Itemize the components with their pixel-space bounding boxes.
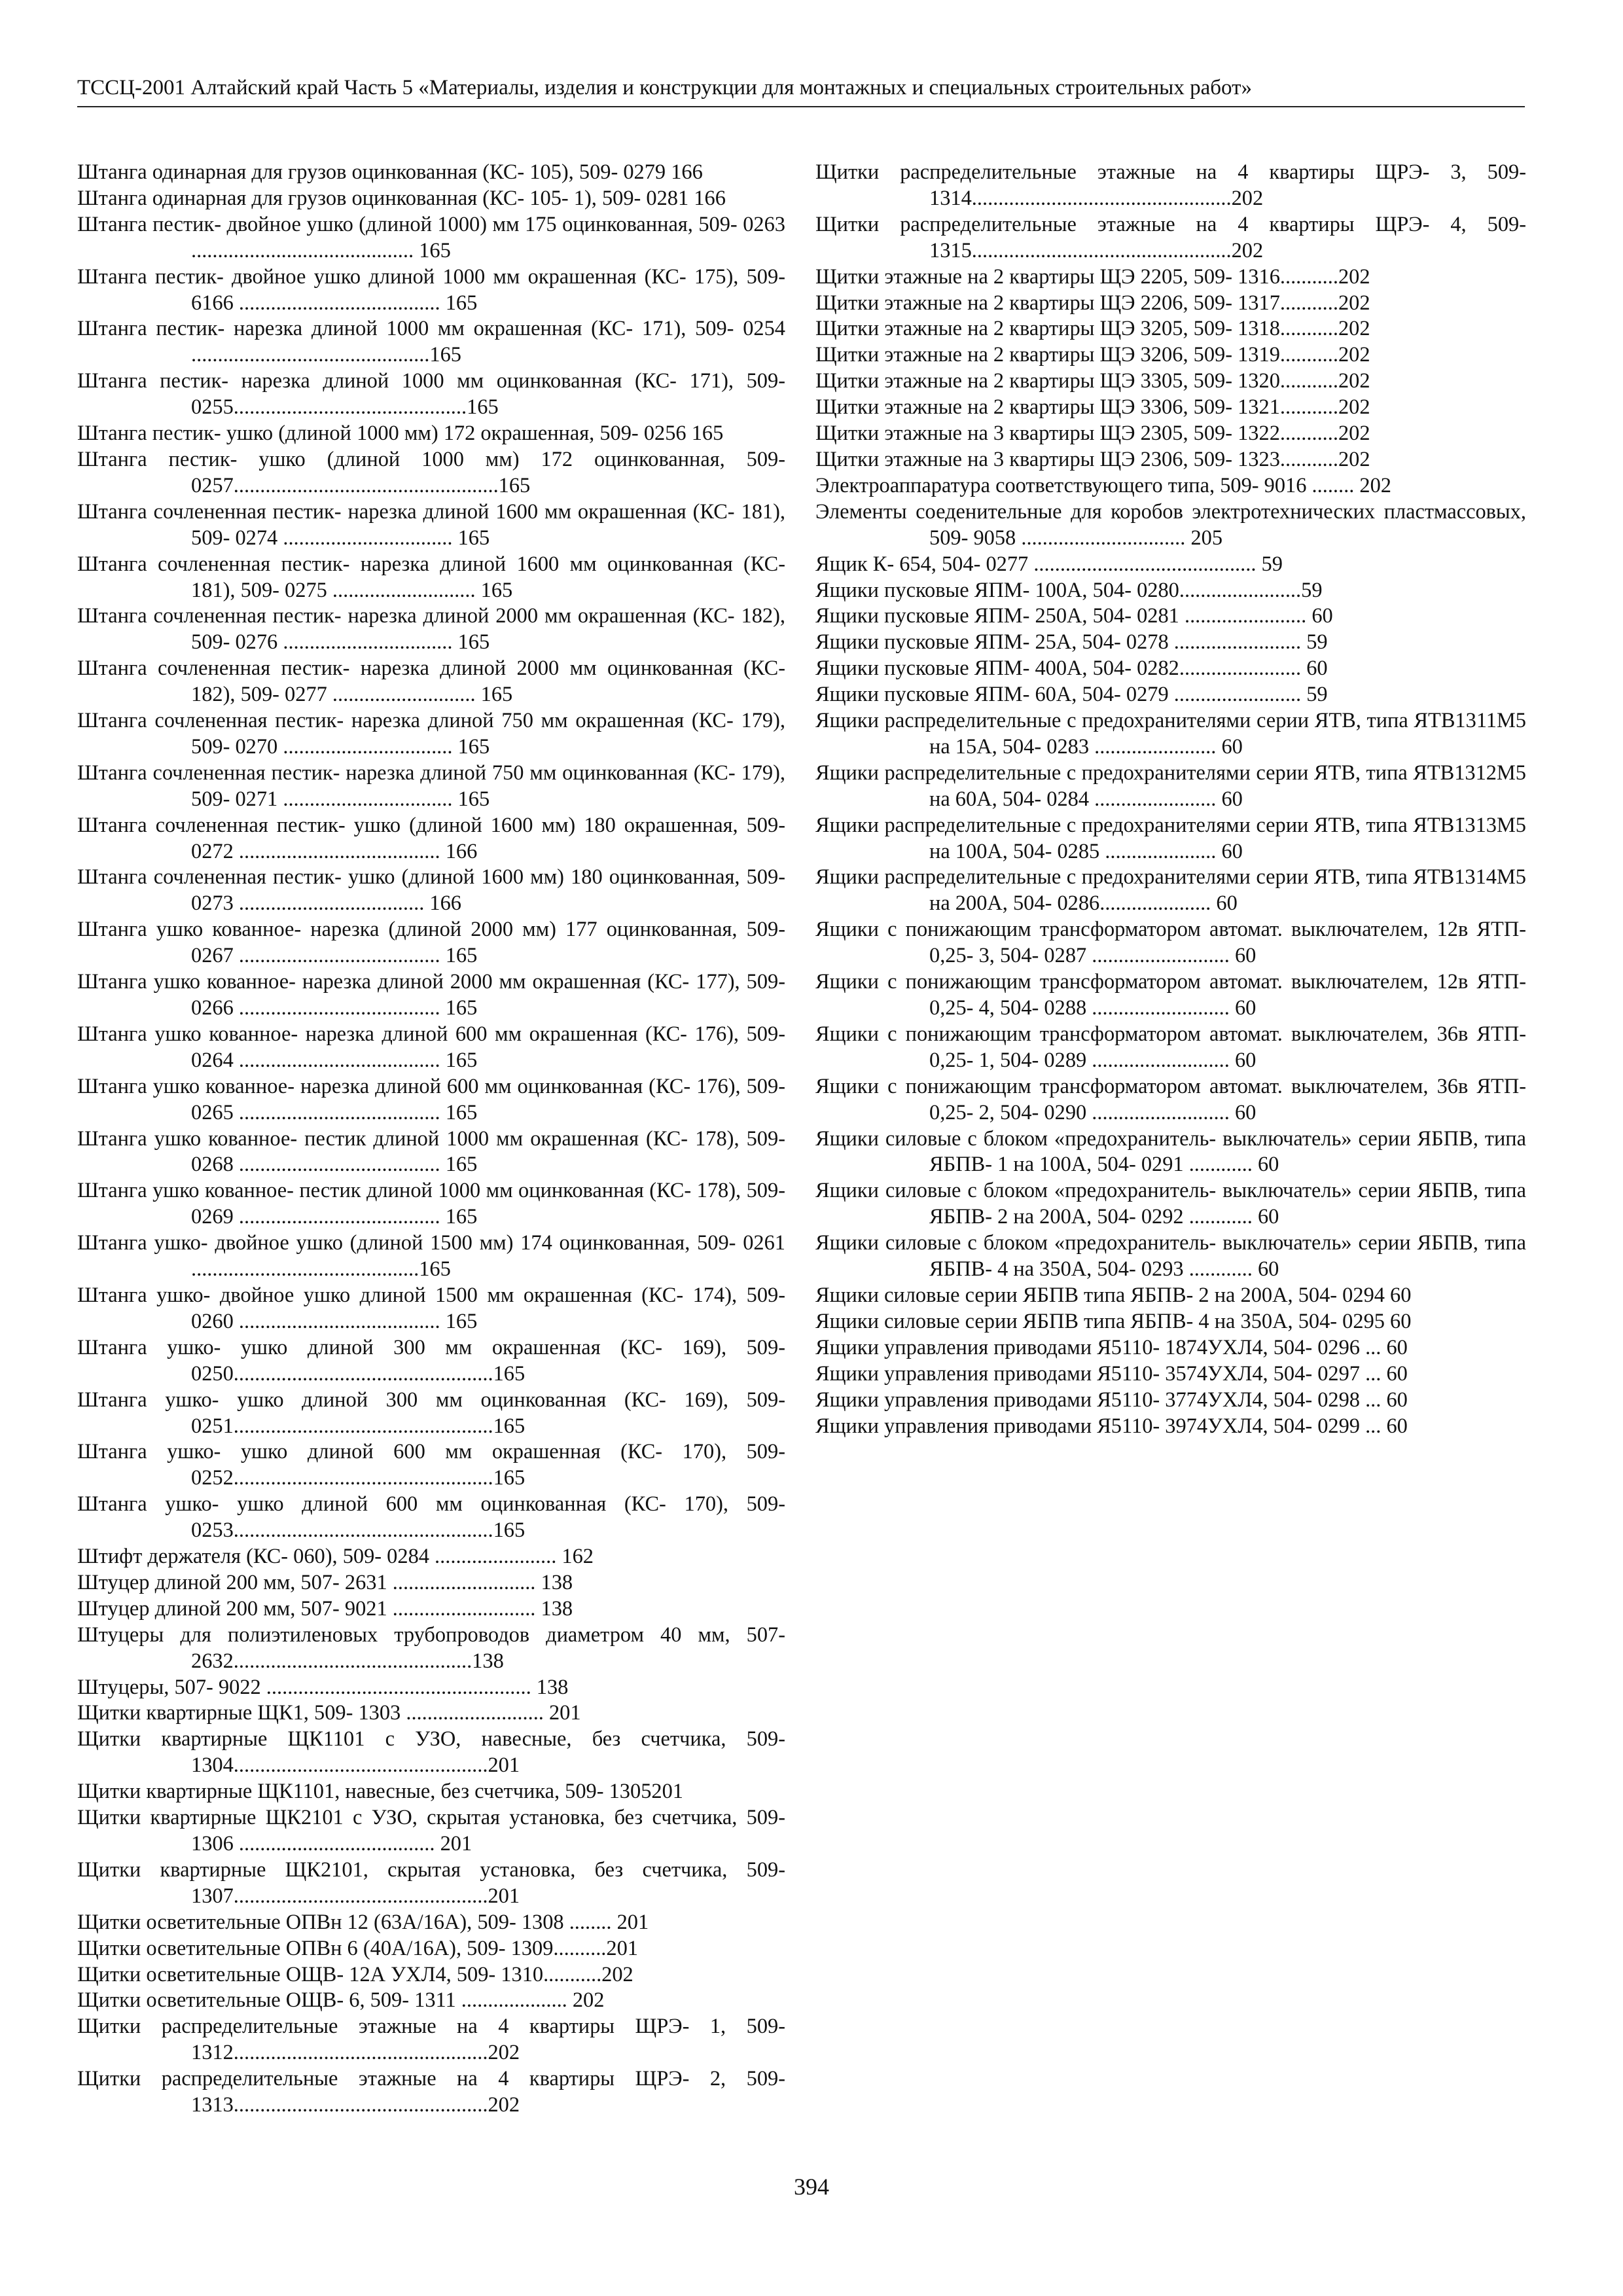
index-entry: Штанга сочлененная пестик- нарезка длиной 750 мм оцинкованная (КС- 179), 509- 0271 ................................ 165 (77, 761, 785, 811)
index-entry: Ящики силовые с блоком «предохранитель- выключатель» серии ЯБПВ, типа ЯБПВ- 1 на 100А, 504- 0291 ............ 60 (815, 1126, 1526, 1177)
index-entry: Ящики с понижающим трансформатором автомат. выключателем, 12в ЯТП- 0,25- 3, 504- 0287 .......................... 60 (815, 918, 1526, 968)
index-entry: Ящики силовые с блоком «предохранитель- выключатель» серии ЯБПВ, типа ЯБПВ- 4 на 350А, 504- 0293 ............ 60 (815, 1231, 1526, 1282)
page-number: 394 (794, 2174, 829, 2200)
index-entry: Ящики с понижающим трансформатором автомат. выключателем, 36в ЯТП- 0,25- 1, 504- 0289 .......................... 60 (815, 1022, 1526, 1072)
index-entry: Штанга ушко- ушко длиной 300 мм оцинкованная (КС- 169), 509- 0251.................................................165 (77, 1388, 785, 1438)
index-entry: Штанга одинарная для грузов оцинкованная (КС- 105- 1), 509- 0281 166 (77, 186, 726, 210)
index-entry: Щитки осветительные ОПВн 12 (63А/16А), 509- 1308 ........ 201 (77, 1910, 649, 1934)
index-entry: Щитки квартирные ЩК2101 с УЗО, скрытая установка, без счетчика, 509- 1306 ..................................... 201 (77, 1806, 785, 1856)
index-entry: Штуцер длиной 200 мм, 507- 2631 ........................... 138 (77, 1570, 573, 1594)
index-entry: Штанга одинарная для грузов оцинкованная (КС- 105), 509- 0279 166 (77, 160, 703, 184)
index-entry: Ящики пусковые ЯПМ- 25А, 504- 0278 ........................ 59 (815, 630, 1328, 655)
index-entry: Штанга сочлененная пестик- нарезка длиной 750 мм окрашенная (КС- 179), 509- 0270 ................................ 165 (77, 709, 785, 759)
index-entry: Щитки этажные на 2 квартиры ЩЭ 3206, 509- 1319...........202 (815, 343, 1370, 367)
index-entry: Щитки этажные на 2 квартиры ЩЭ 3205, 509- 1318...........202 (815, 317, 1370, 341)
index-entry: Щитки квартирные ЩК1101 с УЗО, навесные, без счетчика, 509- 1304................................................201 (77, 1727, 785, 1778)
index-entry: Штуцеры, 507- 9022 .................................................. 138 (77, 1675, 569, 1699)
index-entry: Щитки этажные на 3 квартиры ЩЭ 2306, 509- 1323...........202 (815, 447, 1370, 471)
index-entry: Штанга ушко кованное- нарезка длиной 2000 мм окрашенная (КС- 177), 509- 0266 ...................................... 165 (77, 970, 785, 1020)
index-entry: Щитки квартирные ЩК2101, скрытая установка, без счетчика, 509- 1307................................................201 (77, 1857, 785, 1908)
index-entry: Щитки этажные на 2 квартиры ЩЭ 2206, 509- 1317...........202 (815, 291, 1370, 315)
index-entry: Ящики силовые серии ЯБПВ типа ЯБПВ- 4 на 350А, 504- 0295 60 (815, 1309, 1412, 1333)
index-entry: Ящики управления приводами Я5110- 3974УХЛ4, 504- 0299 ... 60 (815, 1414, 1408, 1438)
index-entry: Штанга пестик- нарезка длиной 1000 мм окрашенная (КС- 171), 509- 0254 .............................................165 (77, 317, 785, 367)
index-entry: Ящики силовые с блоком «предохранитель- выключатель» серии ЯБПВ, типа ЯБПВ- 2 на 200А, 504- 0292 ............ 60 (815, 1179, 1526, 1229)
index-entry: Штанга ушко кованное- нарезка длиной 600 мм окрашенная (КС- 176), 509- 0264 ...................................... 165 (77, 1022, 785, 1072)
index-entry: Штанга ушко- ушко длиной 600 мм окрашенная (КС- 170), 509- 0252.................................................165 (77, 1440, 785, 1490)
index-column-right (815, 160, 1526, 1439)
index-entry: Штанга пестик- двойное ушко длиной 1000 мм окрашенная (КС- 175), 509- 6166 ...................................... 165 (77, 264, 785, 315)
index-entry: Элементы соеденительные для коробов электротехнических пластмассовых, 509- 9058 ............................... 205 (815, 499, 1526, 550)
index-entry: Штанга сочлененная пестик- ушко (длиной 1600 мм) 180 окрашенная, 509- 0272 ...................................... 166 (77, 813, 785, 863)
index-entry: Ящики с понижающим трансформатором автомат. выключателем, 12в ЯТП- 0,25- 4, 504- 0288 .......................... 60 (815, 970, 1526, 1020)
index-entry: Штанга сочлененная пестик- нарезка длиной 2000 мм окрашенная (КС- 182), 509- 0276 ................................ 165 (77, 604, 785, 655)
index-entry: Штанга сочлененная пестик- нарезка длиной 1600 мм оцинкованная (КС- 181), 509- 0275 ........................... 165 (77, 552, 785, 602)
index-entry: Штуцеры для полиэтиленовых трубопроводов диаметром 40 мм, 507- 2632.............................................138 (77, 1623, 785, 1673)
index-entry: Щитки этажные на 2 квартиры ЩЭ 3306, 509- 1321...........202 (815, 395, 1370, 420)
index-entry: Ящики управления приводами Я5110- 3774УХЛ4, 504- 0298 ... 60 (815, 1388, 1408, 1412)
index-entry: Щитки этажные на 3 квартиры ЩЭ 2305, 509- 1322...........202 (815, 422, 1370, 446)
index-entry: Штанга ушко кованное- пестик длиной 1000 мм оцинкованная (КС- 178), 509- 0269 ...................................... 165 (77, 1179, 785, 1229)
index-entry: Штанга ушко кованное- пестик длиной 1000 мм окрашенная (КС- 178), 509- 0268 ...................................... 165 (77, 1126, 785, 1177)
index-entry: Штанга пестик- двойное ушко (длиной 1000) мм 175 оцинкованная, 509- 0263 .......................................... 165 (77, 212, 785, 262)
index-entry: Щитки распределительные этажные на 4 квартиры ЩРЭ- 1, 509- 1312................................................202 (77, 2015, 785, 2065)
index-entry: Штанга ушко кованное- нарезка длиной 600 мм оцинкованная (КС- 176), 509- 0265 ...................................... 165 (77, 1074, 785, 1124)
index-entry: Ящики пусковые ЯПМ- 60А, 504- 0279 ........................ 59 (815, 683, 1328, 707)
index-entry: Штанга пестик- ушко (длиной 1000 мм) 172 окрашенная, 509- 0256 165 (77, 422, 724, 446)
index-entry: Штанга ушко- двойное ушко длиной 1500 мм окрашенная (КС- 174), 509- 0260 ...................................... 165 (77, 1283, 785, 1333)
index-entry: Штуцер длиной 200 мм, 507- 9021 ........................... 138 (77, 1596, 573, 1621)
index-entry: Штанга пестик- ушко (длиной 1000 мм) 172 оцинкованная, 509- 0257..................................................165 (77, 447, 785, 497)
index-entry: Щитки осветительные ОЩВ- 12А УХЛ4, 509- 1310...........202 (77, 1962, 633, 1986)
index-entry: Штанга сочлененная пестик- нарезка длиной 1600 мм окрашенная (КС- 181), 509- 0274 ................................ 165 (77, 499, 785, 550)
index-entry: Ящики пусковые ЯПМ- 100А, 504- 0280.......................59 (815, 578, 1323, 602)
index-entry: Штанга ушко- двойное ушко (длиной 1500 мм) 174 оцинкованная, 509- 0261 ...........................................165 (77, 1231, 785, 1282)
running-header: ТССЦ-2001 Алтайский край Часть 5 «Материалы, изделия и конструкции для монтажных и специальных строительных работ» (77, 73, 1525, 107)
index-entry: Штанга ушко- ушко длиной 600 мм оцинкованная (КС- 170), 509- 0253.................................................165 (77, 1492, 785, 1543)
index-entry: Ящики распределительные с предохранителями серии ЯТВ, типа ЯТВ1314М5 на 200А, 504- 0286..................... 60 (815, 865, 1526, 916)
index-entry: Ящики распределительные с предохранителями серии ЯТВ, типа ЯТВ1312М5 на 60А, 504- 0284 ....................... 60 (815, 761, 1526, 811)
index-entry: Штанга пестик- нарезка длиной 1000 мм оцинкованная (КС- 171), 509- 0255............................................165 (77, 369, 785, 420)
index-entry: Щитки распределительные этажные на 4 квартиры ЩРЭ- 3, 509- 1314.................................................202 (815, 160, 1526, 210)
index-entry: Электроаппаратура соответствующего типа, 509- 9016 ........ 202 (815, 473, 1392, 497)
index-entry: Штанга сочлененная пестик- ушко (длиной 1600 мм) 180 оцинкованная, 509- 0273 ................................... 166 (77, 865, 785, 916)
index-entry: Ящики управления приводами Я5110- 3574УХЛ4, 504- 0297 ... 60 (815, 1361, 1408, 1386)
index-entry: Щитки распределительные этажные на 4 квартиры ЩРЭ- 2, 509- 1313................................................202 (77, 2067, 785, 2117)
index-entry: Щитки квартирные ЩК1101, навесные, без счетчика, 509- 1305201 (77, 1780, 683, 1804)
index-entry: Ящики пусковые ЯПМ- 400А, 504- 0282....................... 60 (815, 656, 1328, 681)
index-entry: Штанга сочлененная пестик- нарезка длиной 2000 мм оцинкованная (КС- 182), 509- 0277 ........................... 165 (77, 656, 785, 707)
index-entry: Ящики управления приводами Я5110- 1874УХЛ4, 504- 0296 ... 60 (815, 1335, 1408, 1359)
index-entry: Ящики пусковые ЯПМ- 250А, 504- 0281 ....................... 60 (815, 604, 1333, 628)
index-entry: Штанга ушко- ушко длиной 300 мм окрашенная (КС- 169), 509- 0250.................................................165 (77, 1335, 785, 1386)
index-column-left (77, 160, 785, 2119)
index-entry: Щитки распределительные этажные на 4 квартиры ЩРЭ- 4, 509- 1315.................................................202 (815, 212, 1526, 262)
index-entry: Щитки этажные на 2 квартиры ЩЭ 3305, 509- 1320...........202 (815, 369, 1370, 393)
index-entry: Щитки осветительные ОЩВ- 6, 509- 1311 .................... 202 (77, 1988, 605, 2013)
index-entry: Щитки этажные на 2 квартиры ЩЭ 2205, 509- 1316...........202 (815, 264, 1370, 289)
index-entry: Ящик К- 654, 504- 0277 .......................................... 59 (815, 552, 1283, 576)
index-entry: Щитки квартирные ЩК1, 509- 1303 .......................... 201 (77, 1701, 581, 1725)
index-entry: Ящики распределительные с предохранителями серии ЯТВ, типа ЯТВ1311М5 на 15А, 504- 0283 ....................... 60 (815, 709, 1526, 759)
index-entry: Штифт держателя (КС- 060), 509- 0284 ....................... 162 (77, 1545, 594, 1569)
index-entry: Ящики силовые серии ЯБПВ типа ЯБПВ- 2 на 200А, 504- 0294 60 (815, 1283, 1412, 1307)
index-entry: Штанга ушко кованное- нарезка (длиной 2000 мм) 177 оцинкованная, 509- 0267 ...................................... 165 (77, 918, 785, 968)
index-entry: Ящики с понижающим трансформатором автомат. выключателем, 36в ЯТП- 0,25- 2, 504- 0290 .......................... 60 (815, 1074, 1526, 1124)
index-entry: Щитки осветительные ОПВн 6 (40А/16А), 509- 1309..........201 (77, 1936, 638, 1960)
index-entry: Ящики распределительные с предохранителями серии ЯТВ, типа ЯТВ1313М5 на 100А, 504- 0285 ..................... 60 (815, 813, 1526, 863)
